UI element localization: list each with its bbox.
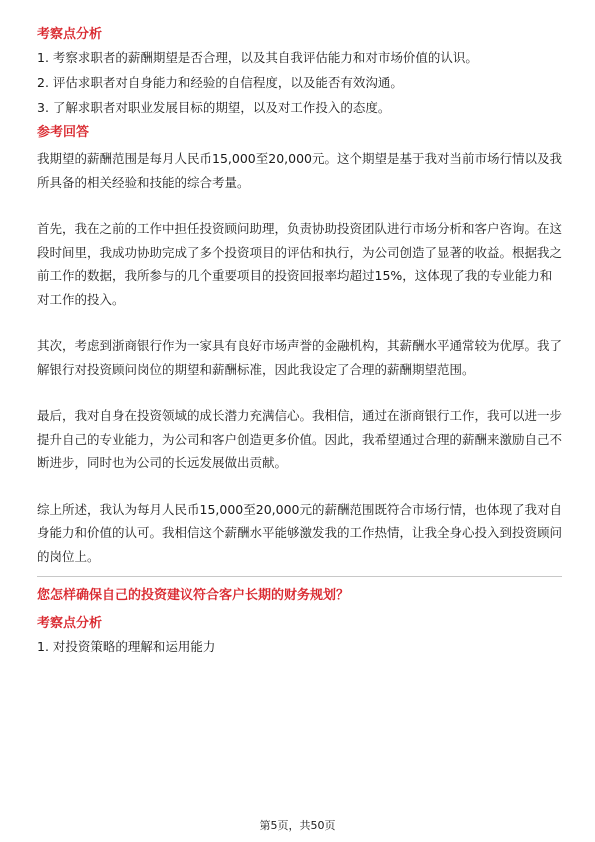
answer-paragraph-5: 综上所述，我认为每月人民币15,000至20,000元的薪酬范围既符合市场行情，也体现了我对自身能力和价值的认可。我相信这个薪酬水平能够激发我的工作热情，让我全身心投入到投资顾问的岗位上。	[37, 501, 563, 564]
next-analysis-item-1: 1. 对投资策略的理解和运用能力	[37, 639, 216, 654]
analysis-item-3: 3. 了解求职者对职业发展目标的期望，以及对工作投入的态度。	[37, 100, 391, 115]
analysis-heading: 考察点分析	[37, 27, 103, 42]
answer-paragraph-4: 最后，我对自身在投资领域的成长潜力充满信心。我相信，通过在浙商银行工作，我可以进一步提升自己的专业能力，为公司和客户创造更多价值。因此，我希望通过合理的薪酬来激励自己不断进步，同时也为公司的长远发展做出贡献。	[37, 408, 563, 470]
answer-heading: 参考回答	[37, 125, 90, 140]
analysis-item-2: 2. 评估求职者对自身能力和经验的自信程度，以及能否有效沟通。	[37, 75, 403, 90]
page-content	[37, 26, 562, 663]
answer-paragraph-3: 其次，考虑到浙商银行作为一家具有良好市场声誉的金融机构，其薪酬水平通常较为优厚。我了解银行对投资顾问岗位的期望和薪酬标准，因此我设定了合理的薪酬期望范围。	[37, 338, 563, 377]
answer-paragraph-2: 首先，我在之前的工作中担任投资顾问助理，负责协助投资团队进行市场分析和客户咨询。在这段时间里，我成功协助完成了多个投资项目的评估和执行，为公司创造了显著的收益。根据我之前工作的数据，我所参与的几个重要项目的投资回报率均超过15%，这体现了我的专业能力和对工作的投入。	[37, 221, 563, 307]
analysis-item-1: 1. 考察求职者的薪酬期望是否合理，以及其自我评估能力和对市场价值的认识。	[37, 50, 478, 65]
section-divider	[37, 576, 562, 577]
next-question-title: 您怎样确保自己的投资建议符合客户长期的财务规划？	[37, 588, 350, 603]
next-analysis-heading: 考察点分析	[37, 616, 103, 631]
answer-paragraph-1: 我期望的薪酬范围是每月人民币15,000至20,000元。这个期望是基于我对当前市场行情以及我所具备的相关经验和技能的综合考量。	[37, 151, 562, 190]
page-number: 第5页，共50页	[259, 819, 336, 832]
